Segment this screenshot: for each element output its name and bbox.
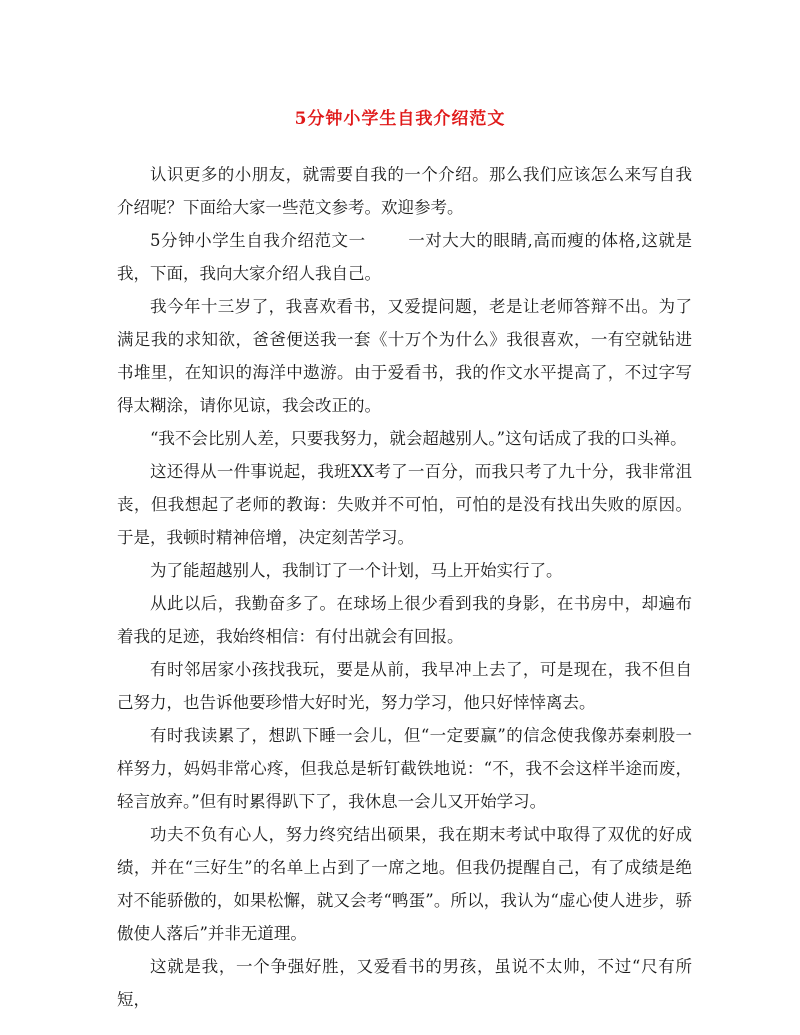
paragraph-diligence: 从此以后，我勤奋多了。在球场上很少看到我的身影，在书房中，却遍布着我的足迹，我始终相信：有付出就会有回报。 <box>117 594 692 646</box>
sample-heading-text: 5分钟小学生自我介绍范文一 <box>150 231 366 250</box>
paragraph-results: 功夫不负有心人，努力终究结出硕果，我在期末考试中取得了双优的好成绩，并在“三好生”的名单上占到了一席之地。但我仍提醒自己，有了成绩是绝对不能骄傲的，如果松懈，就又会考“鸭蛋”。所以，我认为“虚心使人进步，骄傲使人落后”并非无道理。 <box>117 825 692 943</box>
sample-opening-text: 一对大大的眼睛,高而瘦的体格,这就是我， <box>117 231 693 283</box>
paragraph-perseverance: 有时我读累了，想趴下睡一会儿，但“一定要赢”的信念使我像苏秦刺股一样努力，妈妈非常心疼，但我总是斩钉截铁地说：“不，我不会这样半途而废，轻言放弃。”但有时累得趴下了，我休息一会儿又开始学习。 <box>117 726 692 811</box>
paragraph-age-and-books: 我今年十三岁了，我喜欢看书，又爱提问题，老是让老师答辩不出。为了满足我的求知欲，爸爸便送我一套《十万个为什么》我很喜欢，一有空就钻进书堆里，在知识的海洋中遨游。由于爱看书，我的作文水平提高了，不过字写得太糊涂，请你见谅，我会改正的。 <box>117 297 692 415</box>
paragraph-exam-story: 这还得从一件事说起，我班XX考了一百分，而我只考了九十分，我非常沮丧，但我想起了老师的教诲：失败并不可怕，可怕的是没有找出失败的原因。于是，我顿时精神倍增，决定刻苦学习。 <box>117 462 692 547</box>
sample-opening-continuation: 下面，我向大家介绍人我自己。 <box>150 264 381 283</box>
paragraph-neighbor: 有时邻居家小孩找我玩，要是从前，我早冲上去了，可是现在，我不但自己努力，也告诉他要珍惜大好时光，努力学习，他只好悻悻离去。 <box>117 660 692 712</box>
document-title: 5分钟小学生自我介绍范文 <box>294 109 506 129</box>
paragraph-closing: 这就是我，一个争强好胜，又爱看书的男孩，虽说不太帅，不过“尺有所短， <box>117 957 692 1009</box>
document-body <box>117 158 692 1016</box>
paragraph-plan: 为了能超越别人，我制订了一个计划，马上开始实行了。 <box>150 561 563 580</box>
paragraph-catchphrase: “我不会比别人差，只要我努力，就会超越别人。”这句话成了我的口头禅。 <box>150 429 687 448</box>
paragraph-intro: 认识更多的小朋友，就需要自我的一个介绍。那么我们应该怎么来写自我介绍呢？下面给大家一些范文参考。欢迎参考。 <box>117 165 692 217</box>
paragraph-sample-heading <box>117 224 692 290</box>
